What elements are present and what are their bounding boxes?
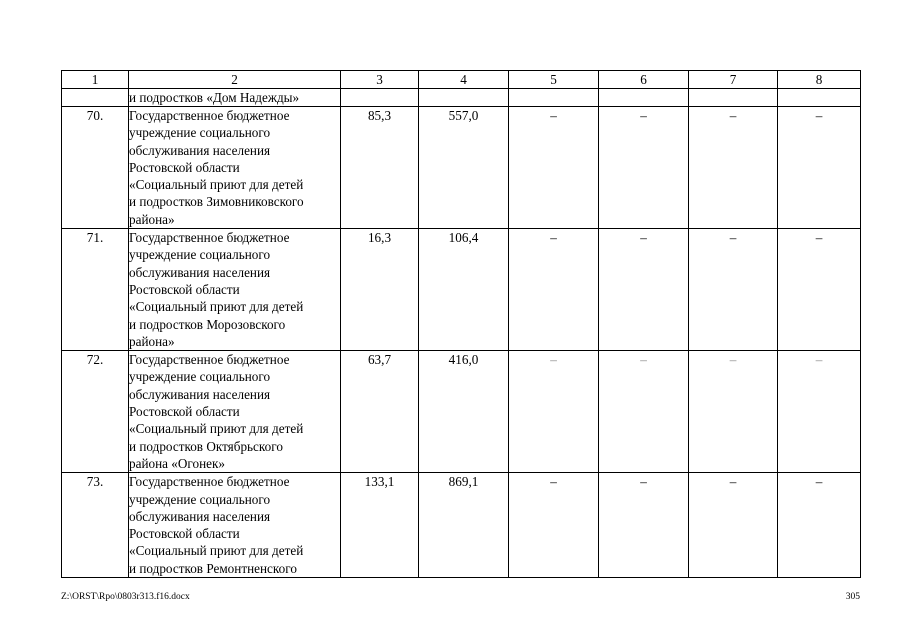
table-row bbox=[62, 351, 861, 473]
header-col-1: 1 bbox=[62, 71, 129, 89]
name-line: и подростков Морозовского bbox=[129, 316, 286, 332]
cell-col5: – bbox=[509, 351, 599, 473]
cell-num bbox=[62, 89, 129, 107]
cell-col3: 16,3 bbox=[341, 229, 419, 351]
name-line: Ростовской области bbox=[129, 281, 240, 297]
header-col-6: 6 bbox=[599, 71, 689, 89]
header-col-5: 5 bbox=[509, 71, 599, 89]
name-line: учреждение социального bbox=[129, 125, 271, 141]
cell-col5: – bbox=[509, 229, 599, 351]
name-line: района» bbox=[129, 211, 175, 227]
cell-name bbox=[129, 229, 341, 351]
name-line: Государственное бюджетное bbox=[129, 230, 290, 246]
name-line: «Социальный приют для детей bbox=[129, 421, 304, 437]
cell-col3: 85,3 bbox=[341, 107, 419, 229]
name-line: и подростков Зимовниковского bbox=[129, 194, 304, 210]
cell-col7: – bbox=[689, 473, 778, 578]
cell-col5 bbox=[509, 89, 599, 107]
cell-col8: – bbox=[778, 473, 861, 578]
cell-col6: – bbox=[599, 351, 689, 473]
header-col-8: 8 bbox=[778, 71, 861, 89]
name-line: обслуживания населения bbox=[129, 142, 271, 158]
header-col-2: 2 bbox=[129, 71, 341, 89]
table-row-continuation bbox=[62, 89, 861, 107]
cell-col7 bbox=[689, 89, 778, 107]
name-line: Ростовской области bbox=[129, 526, 240, 542]
cell-col8 bbox=[778, 89, 861, 107]
page-number: 305 bbox=[845, 592, 860, 602]
name-line: обслуживания населения bbox=[129, 264, 271, 280]
name-line: Ростовской области bbox=[129, 404, 240, 420]
cell-col8: – bbox=[778, 351, 861, 473]
data-table bbox=[61, 70, 861, 578]
table-row bbox=[62, 473, 861, 578]
cell-num: 70. bbox=[62, 107, 129, 229]
name-line: учреждение социального bbox=[129, 247, 271, 263]
header-col-7: 7 bbox=[689, 71, 778, 89]
cell-col6: – bbox=[599, 107, 689, 229]
cell-col3 bbox=[341, 89, 419, 107]
cell-col7: – bbox=[689, 229, 778, 351]
cell-col4: 106,4 bbox=[419, 229, 509, 351]
name-line: «Социальный приют для детей bbox=[129, 543, 304, 559]
name-line: и подростков Октябрьского bbox=[129, 438, 283, 454]
table-row bbox=[62, 229, 861, 351]
name-line: и подростков Ремонтненского bbox=[129, 560, 297, 576]
cell-col4: 557,0 bbox=[419, 107, 509, 229]
cell-name bbox=[129, 473, 341, 578]
cell-col6: – bbox=[599, 229, 689, 351]
name-line: обслуживания населения bbox=[129, 386, 271, 402]
header-row bbox=[62, 71, 861, 89]
cell-col4 bbox=[419, 89, 509, 107]
name-line: обслуживания населения bbox=[129, 508, 271, 524]
name-line: Государственное бюджетное bbox=[129, 108, 290, 123]
cell-num: 71. bbox=[62, 229, 129, 351]
cell-col6: – bbox=[599, 473, 689, 578]
name-line: района «Огонек» bbox=[129, 455, 226, 471]
cell-col4: 869,1 bbox=[419, 473, 509, 578]
name-line: Ростовской области bbox=[129, 159, 240, 175]
name-line: учреждение социального bbox=[129, 369, 271, 385]
cell-num: 73. bbox=[62, 473, 129, 578]
cell-col8: – bbox=[778, 107, 861, 229]
cell-col4: 416,0 bbox=[419, 351, 509, 473]
header-col-3: 3 bbox=[341, 71, 419, 89]
cell-name bbox=[129, 351, 341, 473]
cell-col3: 133,1 bbox=[341, 473, 419, 578]
cell-col7: – bbox=[689, 351, 778, 473]
cell-col8: – bbox=[778, 229, 861, 351]
cell-col5: – bbox=[509, 107, 599, 229]
name-line: Государственное бюджетное bbox=[129, 474, 290, 490]
cell-num: 72. bbox=[62, 351, 129, 473]
cell-name bbox=[129, 107, 341, 229]
name-line: района» bbox=[129, 333, 175, 349]
cell-name: и подростков «Дом Надежды» bbox=[129, 89, 341, 107]
cell-col5: – bbox=[509, 473, 599, 578]
name-line: учреждение социального bbox=[129, 491, 271, 507]
footer-file-path: Z:\ORST\Rpo\0803r313.f16.docx bbox=[61, 592, 190, 602]
cell-col6 bbox=[599, 89, 689, 107]
table-row bbox=[62, 107, 861, 229]
cell-col7: – bbox=[689, 107, 778, 229]
name-line: Государственное бюджетное bbox=[129, 352, 290, 368]
name-line: «Социальный приют для детей bbox=[129, 299, 304, 315]
name-line: «Социальный приют для детей bbox=[129, 177, 304, 193]
cell-col3: 63,7 bbox=[341, 351, 419, 473]
header-col-4: 4 bbox=[419, 71, 509, 89]
